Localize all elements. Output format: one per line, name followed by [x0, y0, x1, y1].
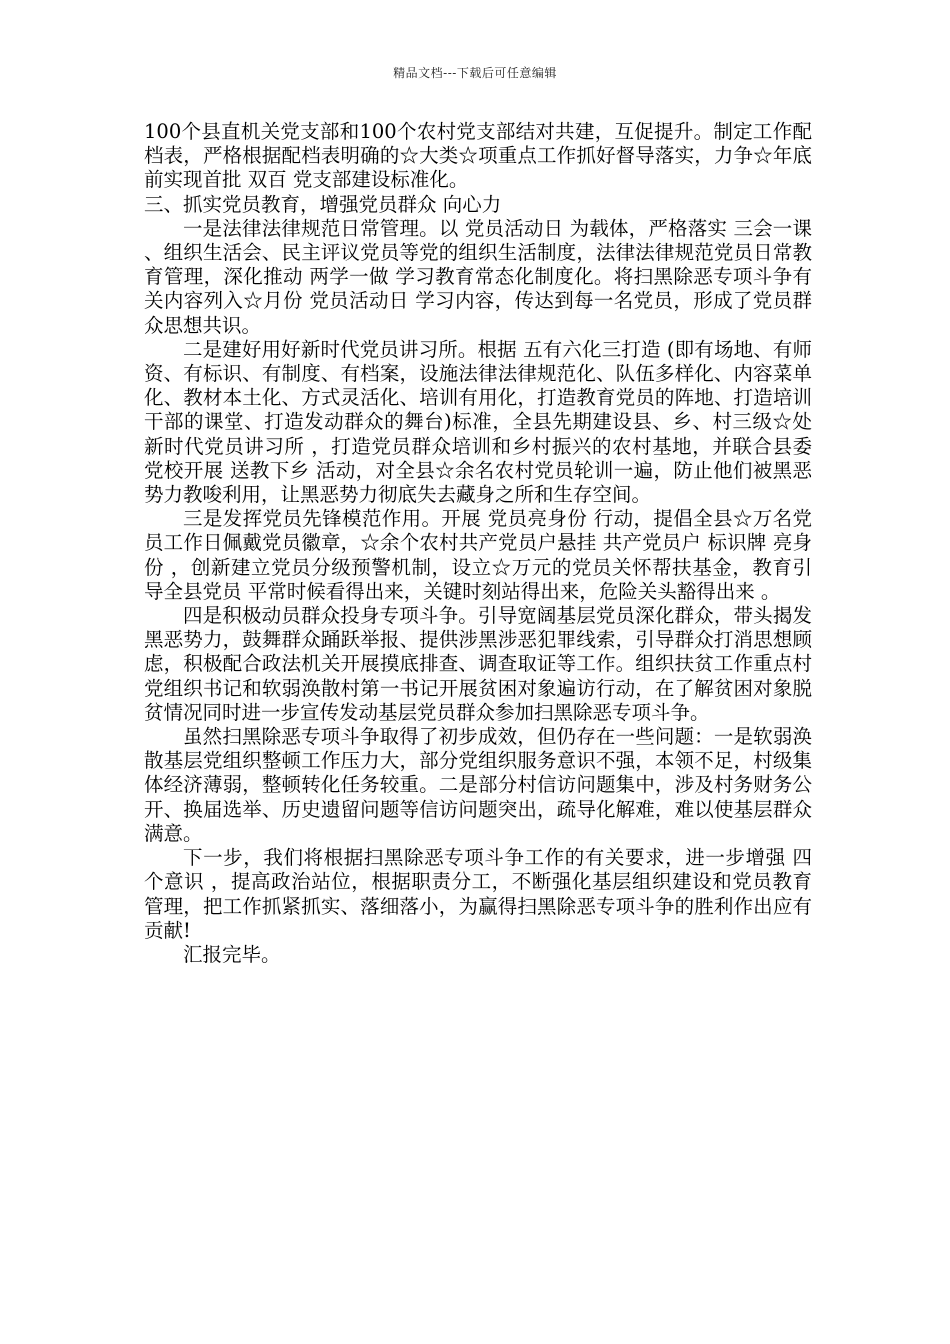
paragraph-item-2: 二是建好用好新时代党员讲习所。根据 五有六化三打造 (即有场地、有师资、有标识、有制度、有档案，设施法律法律规范化、队伍多样化、内容菜单化、教材本土化、方式灵活化、培训有用化，打造教育党员的阵地、打造培训干部的课堂、打造发动群众的舞台)标准，全县先期建设县、乡、村三级☆处 新时代党员讲习所 ，打造党员群众培训和乡村振兴的农村基地，并联合县委党校开展 送教下乡 活动，对全县☆余名农村党员轮训一遍，防止他们被黑恶势力教唆利用，让黑恶势力彻底失去藏身之所和生存空间。	[144, 337, 812, 507]
document-body	[144, 120, 812, 967]
section-heading: 三、抓实党员教育，增强党员群众 向心力	[144, 192, 502, 216]
paragraph-problems: 虽然扫黑除恶专项斗争取得了初步成效，但仍存在一些问题：一是软弱涣散基层党组织整顿工作压力大，部分党组织服务意识不强，本领不足，村级集体经济薄弱，整顿转化任务较重。二是部分村信访问题集中，涉及村务财务公开、换届选举、历史遗留问题等信访问题突出，疏导化解难，难以使基层群众满意。	[144, 725, 812, 845]
paragraph-next-steps: 下一步，我们将根据扫黑除恶专项斗争工作的有关要求，进一步增强 四个意识 ，提高政治站位，根据职责分工，不断强化基层组织建设和党员教育管理，把工作抓紧抓实、落细落小，为赢得扫黑除恶专项斗争的胜利作出应有贡献!	[144, 846, 812, 942]
paragraph-closing: 汇报完毕。	[183, 942, 281, 966]
paragraph-item-4: 四是积极动员群众投身专项斗争。引导宽阔基层党员深化群众，带头揭发黑恶势力，鼓舞群众踊跃举报、提供涉黑涉恶犯罪线索，引导群众打消思想顾虑，积极配合政法机关开展摸底排查、调查取证等工作。组织扶贫工作重点村党组织书记和软弱涣散村第一书记开展贫困对象遍访行动，在了解贫困对象脱贫情况同时进一步宣传发动基层党员群众参加扫黑除恶专项斗争。	[144, 604, 812, 724]
paragraph-continuation: 100个县直机关党支部和100个农村党支部结对共建，互促提升。制定工作配档表，严格根据配档表明确的☆大类☆项重点工作抓好督导落实，力争☆年底前实现首批 双百 党支部建设标准化。	[144, 120, 812, 192]
paragraph-item-3: 三是发挥党员先锋模范作用。开展 党员亮身份 行动，提倡全县☆万名党员工作日佩戴党员徽章，☆余个农村共产党员户悬挂 共产党员户 标识牌 亮身份 ，创新建立党员分级预警机制，设立☆万元的党员关怀帮扶基金，教育引导全县党员 平常时候看得出来，关键时刻站得出来，危险关头豁得出来 。	[144, 507, 812, 603]
page-header: 精品文档---下载后可任意编辑	[393, 66, 557, 80]
paragraph-item-1: 一是法律法律规范日常管理。以 党员活动日 为载体，严格落实 三会一课 、组织生活会、民主评议党员等党的组织生活制度，法律法律规范党员日常教育管理，深化推动 两学一做 学习教育常态化制度化。将扫黑除恶专项斗争有关内容列入☆月份 党员活动日 学习内容，传达到每一名党员，形成了党员群众思想共识。	[144, 216, 812, 337]
